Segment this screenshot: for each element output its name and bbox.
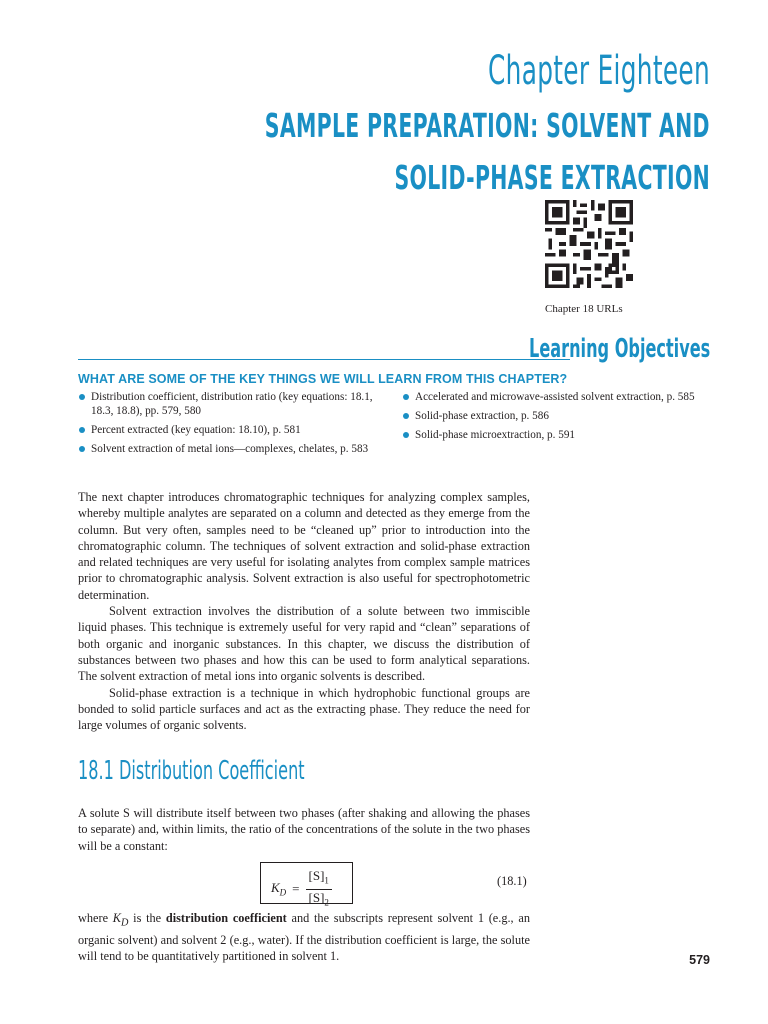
objective-item: Percent extracted (key equation: 18.10), p. 581: [78, 423, 396, 437]
equation-explanation: where $K_D$ is the distribution coefficient and the subscripts represent solvent 1 (e.g., an organic solvent) and solvent 2 (e.g., water). If the distribution coefficient is large, the solute will tend to be quantitatively partitioned in solvent 1.: [78, 911, 530, 964]
page-number: 579: [689, 953, 710, 967]
qr-caption: Chapter 18 URLs: [545, 303, 623, 315]
objective-item: Solvent extraction of metal ions—complexes, chelates, p. 583: [78, 442, 396, 456]
bullet-icon: [403, 432, 409, 438]
bullet-icon: [79, 427, 85, 433]
objective-item: Distribution coefficient, distribution ratio (key equations: 18.1, 18.3, 18.8), pp. 579, 580: [78, 390, 396, 418]
objective-item: Solid-phase extraction, p. 586: [402, 409, 722, 423]
term-distribution-coefficient: distribution coefficient: [165, 911, 287, 925]
equation-denominator: $[S]_2$: [308, 889, 329, 908]
paragraph: Solvent extraction involves the distribution of a solute between two immiscible liquid phases. This technique is extremely useful for very rapid and “clean” separations of both organic and inorganic substances. In this chapter, we discuss the distribution of substances between two phases and how this can be used to form analytical separations. The solvent extraction of metal ions into organic solvents is described.: [78, 604, 530, 684]
equation-numerator: $[S]_1$: [306, 868, 332, 890]
objectives-right-list: [402, 390, 722, 447]
learning-objectives-heading: WHAT ARE SOME OF THE KEY THINGS WE WILL LEARN FROM THIS CHAPTER?: [78, 372, 568, 386]
equation-fraction: [306, 868, 332, 910]
bullet-icon: [79, 446, 85, 452]
equation-box: [260, 862, 353, 908]
chapter-title: Chapter Eighteen: [488, 48, 710, 94]
equation: [271, 868, 332, 910]
learning-objectives-rule: [78, 359, 570, 360]
section-intro-paragraph: A solute S will distribute itself between two phases (after shaking and allowing the phases to separate) and, within limits, the ratio of the concentrations of the solute in the two phases will be a constant:: [78, 806, 530, 853]
objective-item: Solid-phase microextraction, p. 591: [402, 428, 722, 442]
kd-symbol: $K_D$: [112, 911, 129, 929]
intro-body: [78, 489, 530, 733]
chapter-subtitle-line-1: SAMPLE PREPARATION: SOLVENT AND: [264, 106, 710, 145]
equation-lhs: $K_D$: [271, 880, 287, 898]
paragraph: Solid-phase extraction is a technique in which hydrophobic functional groups are bonded to solid particle surfaces and act as the extracting phase. They reduce the need for large volumes of organic solvents.: [78, 685, 530, 733]
equation-equals: =: [292, 881, 300, 897]
paragraph: The next chapter introduces chromatographic techniques for analyzing complex samples, whereby multiple analytes are separated on a column and detected as they emerge from the column. But very often, samples need to be “cleaned up” prior to introduction into the chromatographic column. The techniques of solvent extraction and solid-phase extraction and related techniques are very useful for isolating analytes from complex sample matrices prior to chromatographic analysis. Solvent extraction is also useful for spectrophotometric determination.: [78, 490, 530, 602]
learning-objectives-title: Learning Objectives: [528, 334, 710, 364]
bullet-icon: [403, 394, 409, 400]
objective-item: Accelerated and microwave-assisted solvent extraction, p. 585: [402, 390, 722, 404]
qr-code-icon[interactable]: [545, 200, 633, 288]
chapter-subtitle-line-2: SOLID-PHASE EXTRACTION: [394, 158, 710, 197]
equation-number: (18.1): [497, 874, 527, 888]
bullet-icon: [79, 394, 85, 400]
objectives-left-list: [78, 390, 396, 461]
section-title: 18.1 Distribution Coefficient: [78, 756, 305, 786]
bullet-icon: [403, 413, 409, 419]
